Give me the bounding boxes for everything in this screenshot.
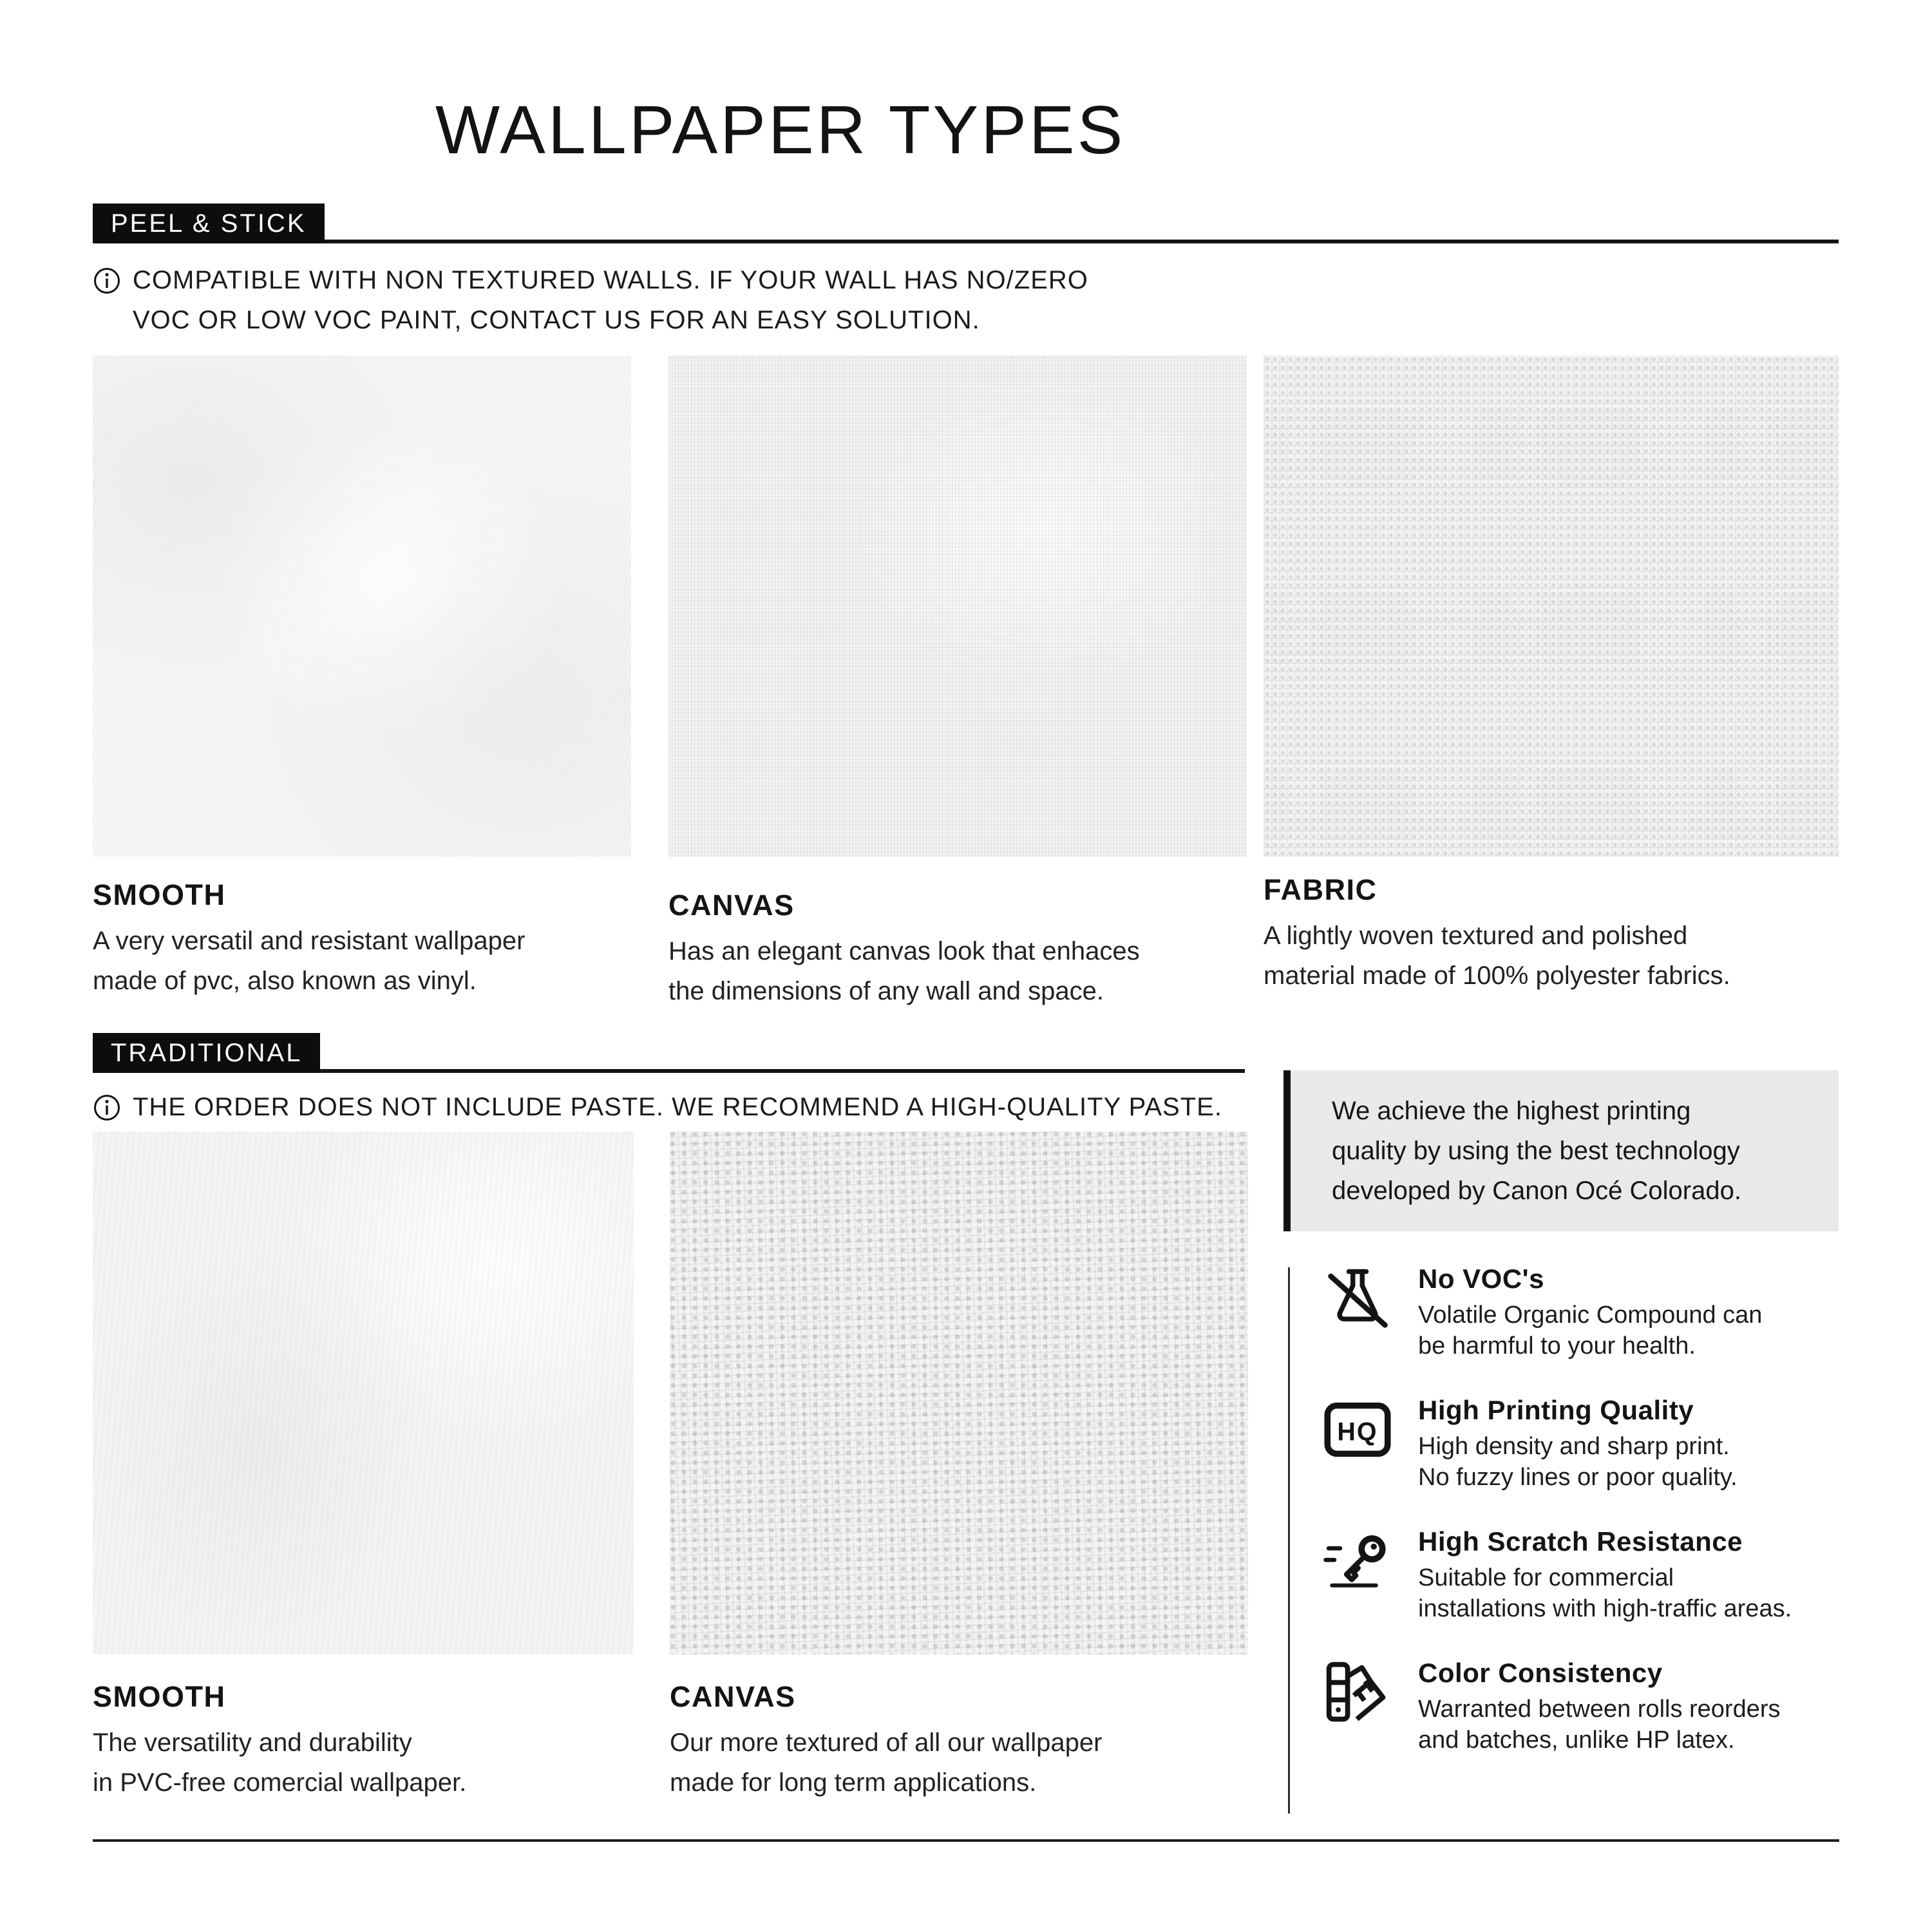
desc-line: High density and sharp print. bbox=[1418, 1433, 1730, 1460]
swatch-description bbox=[93, 1723, 634, 1803]
info-icon bbox=[93, 1094, 121, 1122]
callout-line: We achieve the highest printing bbox=[1332, 1097, 1691, 1125]
swatch-name: SMOOTH bbox=[93, 878, 226, 911]
traditional-canvas-column bbox=[670, 1132, 1248, 1803]
feature-high-printing-quality bbox=[1288, 1395, 1861, 1493]
peel-stick-note-text bbox=[133, 260, 1088, 340]
swatch-name: CANVAS bbox=[670, 1680, 796, 1713]
feature-title: Color Consistency bbox=[1418, 1658, 1663, 1688]
feature-description bbox=[1418, 1300, 1762, 1361]
smooth-texture-swatch-image bbox=[93, 355, 631, 857]
peel-stick-fabric-column bbox=[1264, 355, 1839, 996]
feature-high-scratch-resistance bbox=[1288, 1526, 1861, 1624]
peel-stick-canvas-column bbox=[668, 355, 1247, 1011]
fabric-texture-swatch-image bbox=[1264, 355, 1839, 857]
note-line: THE ORDER DOES NOT INCLUDE PASTE. WE RECOMMEND A HIGH-QUALITY PASTE. bbox=[133, 1093, 1222, 1121]
desc-line: be harmful to your health. bbox=[1418, 1332, 1696, 1359]
traditional-note-text bbox=[133, 1087, 1222, 1127]
canvas-texture-swatch-image bbox=[668, 355, 1247, 857]
no-voc-flask-icon bbox=[1323, 1264, 1392, 1333]
desc-line: Volatile Organic Compound can bbox=[1418, 1302, 1763, 1329]
feature-description bbox=[1418, 1694, 1781, 1756]
feature-color-consistency bbox=[1288, 1658, 1861, 1756]
hq-badge-icon bbox=[1323, 1395, 1392, 1464]
swatch-name: FABRIC bbox=[1264, 873, 1378, 906]
traditional-section-badge: TRADITIONAL bbox=[93, 1033, 320, 1073]
traditional-note bbox=[93, 1087, 1222, 1127]
smooth-texture-swatch-image bbox=[93, 1132, 634, 1654]
desc-line: The versatility and durability bbox=[93, 1728, 412, 1757]
traditional-smooth-column bbox=[93, 1132, 634, 1803]
desc-line: Suitable for commercial bbox=[1418, 1564, 1674, 1591]
page-title: WALLPAPER TYPES bbox=[435, 92, 1126, 168]
swatch-description bbox=[93, 921, 631, 1001]
swatch-name: SMOOTH bbox=[93, 1680, 226, 1713]
desc-line: in PVC-free comercial wallpaper. bbox=[93, 1768, 467, 1797]
callout-line: quality by using the best technology bbox=[1332, 1137, 1740, 1165]
bottom-rule bbox=[93, 1839, 1839, 1842]
desc-line: Our more textured of all our wallpaper bbox=[670, 1728, 1103, 1757]
swatch-name: CANVAS bbox=[668, 889, 795, 922]
desc-line: and batches, unlike HP latex. bbox=[1418, 1727, 1735, 1754]
swatch-description bbox=[670, 1723, 1248, 1803]
desc-line: material made of 100% polyester fabrics. bbox=[1264, 961, 1730, 990]
desc-line: the dimensions of any wall and space. bbox=[668, 977, 1104, 1005]
feature-title: High Scratch Resistance bbox=[1418, 1526, 1743, 1557]
desc-line: made of pvc, also known as vinyl. bbox=[93, 967, 477, 995]
desc-line: A lightly woven textured and polished bbox=[1264, 922, 1688, 950]
desc-line: No fuzzy lines or poor quality. bbox=[1418, 1464, 1738, 1491]
feature-title: High Printing Quality bbox=[1418, 1395, 1694, 1425]
peel-stick-section-badge: PEEL & STICK bbox=[93, 204, 325, 243]
peel-stick-smooth-column bbox=[93, 355, 631, 1001]
canvas-texture-swatch-image bbox=[670, 1132, 1248, 1654]
peel-stick-note bbox=[93, 260, 1088, 340]
feature-title: No VOC's bbox=[1418, 1264, 1545, 1294]
callout-line: developed by Canon Océ Colorado. bbox=[1332, 1177, 1741, 1205]
desc-line: A very versatil and resistant wallpaper bbox=[93, 927, 526, 955]
note-line: COMPATIBLE WITH NON TEXTURED WALLS. IF YOUR WALL HAS NO/ZERO bbox=[133, 266, 1088, 294]
info-icon bbox=[93, 267, 121, 295]
peel-stick-section-rule bbox=[93, 240, 1839, 243]
printing-quality-callout bbox=[1283, 1070, 1839, 1231]
hq-icon-label: HQ bbox=[1337, 1417, 1378, 1446]
swatch-description bbox=[668, 931, 1247, 1011]
swatch-description bbox=[1264, 916, 1839, 996]
features-divider-line bbox=[1288, 1267, 1290, 1814]
desc-line: Has an elegant canvas look that enhaces bbox=[668, 937, 1140, 965]
note-line: VOC OR LOW VOC PAINT, CONTACT US FOR AN EASY SOLUTION. bbox=[133, 306, 980, 334]
color-swatch-fan-icon bbox=[1323, 1658, 1392, 1727]
feature-description bbox=[1418, 1562, 1792, 1624]
feature-no-voc bbox=[1288, 1264, 1861, 1361]
scratch-key-icon bbox=[1323, 1526, 1392, 1596]
desc-line: made for long term applications. bbox=[670, 1768, 1037, 1797]
features-list bbox=[1288, 1264, 1861, 1789]
desc-line: installations with high-traffic areas. bbox=[1418, 1595, 1792, 1622]
feature-description bbox=[1418, 1431, 1738, 1493]
desc-line: Warranted between rolls reorders bbox=[1418, 1696, 1781, 1723]
